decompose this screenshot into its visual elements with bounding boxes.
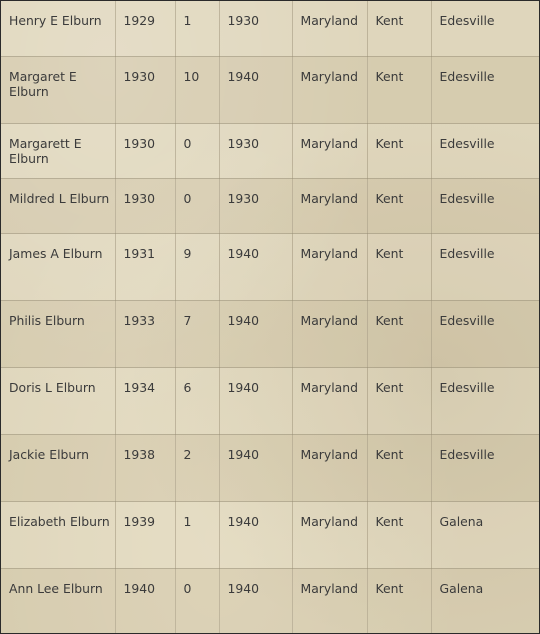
cell-age: 1 [175,1,219,56]
cell-birth-year: 1940 [115,568,175,634]
cell-county: Kent [367,501,431,568]
cell-town: Edesville [431,233,539,300]
cell-town: Edesville [431,1,539,56]
cell-census-year: 1940 [219,233,292,300]
table-row [1,233,539,300]
cell-birth-year: 1930 [115,56,175,123]
cell-birth-year: 1930 [115,178,175,233]
cell-state: Maryland [292,233,367,300]
table-row [1,123,539,178]
cell-name: Margaret E Elburn [1,56,115,123]
cell-state: Maryland [292,367,367,434]
table-row [1,300,539,367]
cell-census-year: 1930 [219,178,292,233]
cell-age: 6 [175,367,219,434]
cell-county: Kent [367,434,431,501]
cell-census-year: 1940 [219,300,292,367]
cell-name: James A Elburn [1,233,115,300]
cell-town: Edesville [431,434,539,501]
table-row [1,1,539,56]
cell-name: Margarett E Elburn [1,123,115,178]
cell-county: Kent [367,1,431,56]
cell-state: Maryland [292,123,367,178]
cell-town: Galena [431,568,539,634]
cell-census-year: 1930 [219,1,292,56]
cell-county: Kent [367,367,431,434]
cell-town: Edesville [431,56,539,123]
cell-town: Galena [431,501,539,568]
table-row [1,568,539,634]
cell-age: 7 [175,300,219,367]
cell-age: 0 [175,178,219,233]
records-table-body [1,1,539,634]
cell-county: Kent [367,568,431,634]
cell-county: Kent [367,300,431,367]
cell-age: 2 [175,434,219,501]
table-row [1,501,539,568]
table-row [1,367,539,434]
cell-birth-year: 1934 [115,367,175,434]
table-row [1,178,539,233]
census-records-table [1,1,539,634]
cell-name: Philis Elburn [1,300,115,367]
cell-town: Edesville [431,178,539,233]
cell-state: Maryland [292,434,367,501]
cell-county: Kent [367,123,431,178]
cell-age: 0 [175,123,219,178]
cell-town: Edesville [431,300,539,367]
cell-birth-year: 1938 [115,434,175,501]
cell-county: Kent [367,56,431,123]
table-row [1,56,539,123]
cell-name: Mildred L Elburn [1,178,115,233]
cell-name: Jackie Elburn [1,434,115,501]
cell-name: Henry E Elburn [1,1,115,56]
cell-age: 1 [175,501,219,568]
cell-state: Maryland [292,178,367,233]
cell-state: Maryland [292,56,367,123]
cell-census-year: 1940 [219,56,292,123]
cell-town: Edesville [431,123,539,178]
cell-town: Edesville [431,367,539,434]
cell-state: Maryland [292,568,367,634]
cell-age: 10 [175,56,219,123]
cell-birth-year: 1931 [115,233,175,300]
cell-name: Doris L Elburn [1,367,115,434]
cell-census-year: 1940 [219,568,292,634]
cell-birth-year: 1933 [115,300,175,367]
cell-state: Maryland [292,1,367,56]
cell-county: Kent [367,233,431,300]
cell-birth-year: 1929 [115,1,175,56]
cell-birth-year: 1930 [115,123,175,178]
cell-name: Ann Lee Elburn [1,568,115,634]
table-row [1,434,539,501]
cell-county: Kent [367,178,431,233]
cell-census-year: 1940 [219,434,292,501]
cell-age: 0 [175,568,219,634]
cell-state: Maryland [292,300,367,367]
cell-age: 9 [175,233,219,300]
cell-state: Maryland [292,501,367,568]
cell-birth-year: 1939 [115,501,175,568]
cell-census-year: 1940 [219,367,292,434]
cell-census-year: 1930 [219,123,292,178]
cell-census-year: 1940 [219,501,292,568]
cell-name: Elizabeth Elburn [1,501,115,568]
